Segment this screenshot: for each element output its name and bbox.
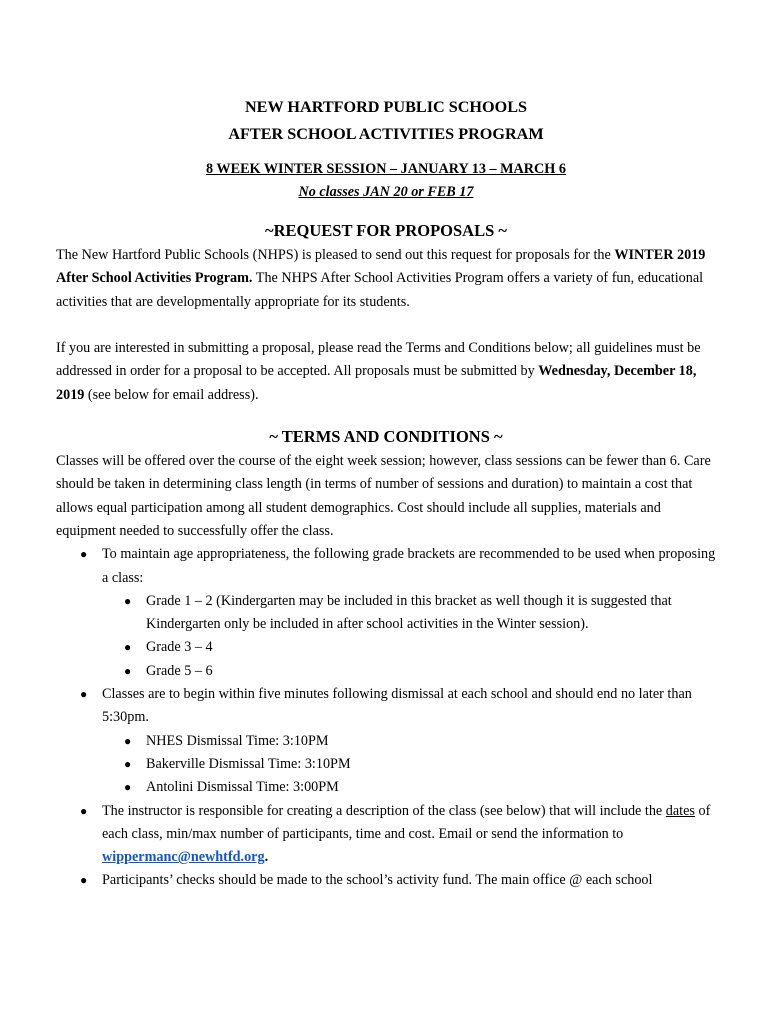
list-item xyxy=(102,776,716,799)
instructor-text-end: . xyxy=(264,849,269,866)
bullet-icon: ● xyxy=(80,687,88,702)
email-link[interactable]: wippermanc@newhtfd.org xyxy=(102,849,265,866)
list-item xyxy=(102,636,716,659)
instructor-text-b: of each class, min/max number of participants, time and cost. Email or send the information to xyxy=(102,802,711,842)
bullet-icon: ● xyxy=(80,873,88,888)
bullet-icon: ● xyxy=(80,547,88,562)
document-title xyxy=(56,94,716,148)
bullet-icon: ● xyxy=(124,663,132,678)
rfp-p1-text-b: The NHPS After School Activities Program offers a variety of fun, educational activities that are developmentally appropriate for its students. xyxy=(56,270,704,310)
list-item xyxy=(102,660,716,683)
dismissal-item: Antolini Dismissal Time: 3:00PM xyxy=(146,779,339,796)
list-item xyxy=(56,869,716,892)
rfp-p2-deadline: Wednesday, December 18, 2019 xyxy=(56,363,697,403)
rfp-paragraph-2 xyxy=(56,337,716,407)
terms-list xyxy=(56,543,716,892)
rfp-paragraph-1 xyxy=(56,244,716,314)
class-timing-text: Classes are to begin within five minutes following dismissal at each school and should end no later than 5:30pm. xyxy=(102,686,692,726)
grade-item: Grade 5 – 6 xyxy=(146,662,213,679)
dismissal-item: NHES Dismissal Time: 3:10PM xyxy=(146,732,329,749)
session-dates: 8 WEEK WINTER SESSION – JANUARY 13 – MARCH 6 xyxy=(206,161,566,177)
terms-intro: Classes will be offered over the course of the eight week session; however, class sessions can be fewer than 6. Care should be taken in determining class length (in terms of number of sessions and duration) to maintain a cost that allows equal participation among all student demographics. Cost should include all supplies, materials and equipment needed to successfully offer the class. xyxy=(56,453,711,539)
list-item xyxy=(102,730,716,753)
grade-item: Grade 3 – 4 xyxy=(146,639,213,656)
document-page xyxy=(56,94,716,893)
list-item xyxy=(102,753,716,776)
grade-list xyxy=(102,590,716,683)
bullet-icon: ● xyxy=(124,733,132,748)
bullet-icon: ● xyxy=(124,780,132,795)
grade-bracket-text: To maintain age appropriateness, the following grade brackets are recommended to be used when proposing a class: xyxy=(102,546,716,586)
rfp-heading: ~REQUEST FOR PROPOSALS ~ xyxy=(265,221,507,240)
rfp-p1-text-a: The New Hartford Public Schools (NHPS) is pleased to send out this request for proposals for the xyxy=(56,247,615,263)
instructor-text-a: The instructor is responsible for creating a description of the class (see below) that will include the xyxy=(102,802,666,819)
list-item xyxy=(56,543,716,683)
grade-item: Grade 1 – 2 (Kindergarten may be included in this bracket as well though it is suggested that Kindergarten only be included in after school activities in the Winter session). xyxy=(146,592,672,633)
list-item xyxy=(56,800,716,870)
rfp-p2-text-b: (see below for email address). xyxy=(84,386,259,403)
title-line-2: AFTER SCHOOL ACTIVITIES PROGRAM xyxy=(228,125,544,143)
bullet-icon: ● xyxy=(124,640,132,655)
bullet-icon: ● xyxy=(124,756,132,771)
terms-heading: ~ TERMS AND CONDITIONS ~ xyxy=(269,427,503,447)
rfp-p2-text-a: If you are interested in submitting a proposal, please read the Terms and Conditions below; all guidelines must be addressed in order for a proposal to be accepted. All proposals must be submitted by xyxy=(56,340,701,380)
dates-text: dates xyxy=(665,802,695,819)
dismissal-item: Bakerville Dismissal Time: 3:10PM xyxy=(146,755,351,772)
no-classes-note: No classes JAN 20 or FEB 17 xyxy=(298,184,474,200)
dismissal-list xyxy=(102,730,716,800)
list-item xyxy=(56,683,716,799)
title-line-1: NEW HARTFORD PUBLIC SCHOOLS xyxy=(244,98,527,116)
rfp-p1-program-name: WINTER 2019 After School Activities Program. xyxy=(56,247,706,287)
bullet-icon: ● xyxy=(80,803,88,818)
checks-text: Participants’ checks should be made to the school’s activity fund. The main office @ each school xyxy=(102,872,653,889)
bullet-icon: ● xyxy=(124,593,132,608)
list-item xyxy=(102,590,716,637)
